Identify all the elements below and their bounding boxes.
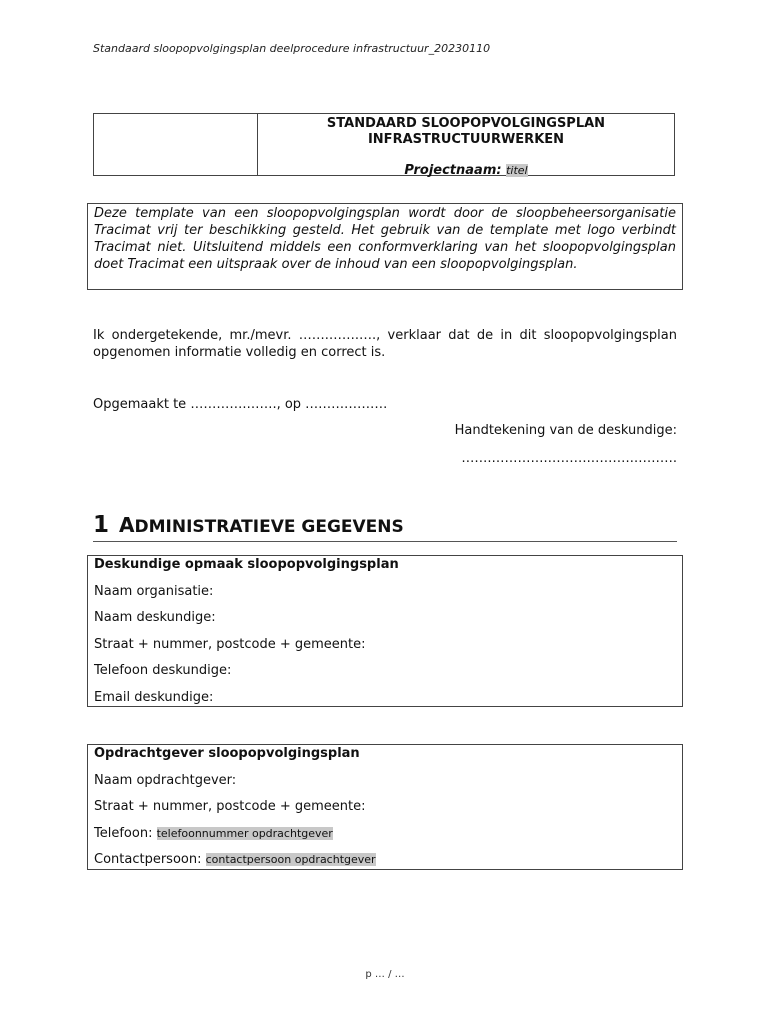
field-client-address: Straat + nummer, postcode + gemeente: [94, 799, 366, 815]
page-number: p … / … [365, 969, 405, 980]
field-expert-phone: Telefoon deskundige: [94, 663, 232, 679]
field-expert-name: Naam deskundige: [94, 610, 216, 626]
project-name-line [258, 163, 674, 178]
signature-line: …….………….……….……….………. [461, 451, 677, 466]
title-cell [258, 114, 674, 178]
project-name-field[interactable]: titel [506, 164, 528, 177]
expert-box-heading: Deskundige opmaak sloopopvolgingsplan [94, 557, 399, 572]
section-heading [93, 512, 677, 542]
field-organisation-name: Naam organisatie: [94, 583, 214, 599]
disclaimer-box: Deze template van een sloopopvolgingsplan wordt door de sloopbeheersorganisatie Tracimat vrij ter beschikking gesteld. Het gebruik van de template met logo verbindt Tracimat niet. Uitsluitend middels een conformverklaring van het sloopopvolgingsplan doet Tracimat een uitspraak over de inhoud van een sloopopvolgingsplan. [87, 203, 683, 290]
project-name-label: Projectnaam: [404, 163, 502, 178]
field-expert-address: Straat + nummer, postcode + gemeente: [94, 636, 366, 652]
client-contact-placeholder[interactable]: contactpersoon opdrachtgever [205, 853, 376, 867]
expert-info-box [87, 555, 683, 707]
section-title-rest: DMINISTRATIEVE GEGEVENS [134, 517, 404, 537]
client-phone-label: Telefoon: [94, 825, 153, 841]
section-number: 1 [93, 512, 110, 538]
signature-label: Handtekening van de deskundige: [454, 423, 677, 438]
declaration-text: Ik ondergetekende, mr./mevr. …….…….…., verklaar dat de in dit sloopopvolgingsplan opgenomen informatie volledig en correct is. [93, 328, 677, 360]
field-client-contact [94, 851, 676, 878]
section-title-initial: A [119, 513, 135, 537]
client-box-heading: Opdrachtgever sloopopvolgingsplan [94, 746, 360, 761]
logo-cell [94, 114, 258, 175]
client-info-box [87, 744, 683, 870]
client-phone-placeholder[interactable]: telefoonnummer opdrachtgever [156, 826, 333, 840]
field-client-phone [94, 825, 676, 852]
title-table [93, 113, 675, 176]
field-client-name: Naam opdrachtgever: [94, 772, 237, 788]
client-contact-label: Contactpersoon: [94, 852, 202, 868]
made-at-line: Opgemaakt te ………….……., op ……….……… [93, 397, 388, 412]
document-title-line1: STANDAARD SLOOPOPVOLGINGSPLAN [326, 116, 606, 131]
document-title-line2: INFRASTRUCTUURWERKEN [367, 132, 565, 147]
field-expert-email: Email deskundige: [94, 689, 214, 705]
running-header: Standaard sloopopvolgingsplan deelprocedure infrastructuur_20230110 [93, 42, 491, 55]
